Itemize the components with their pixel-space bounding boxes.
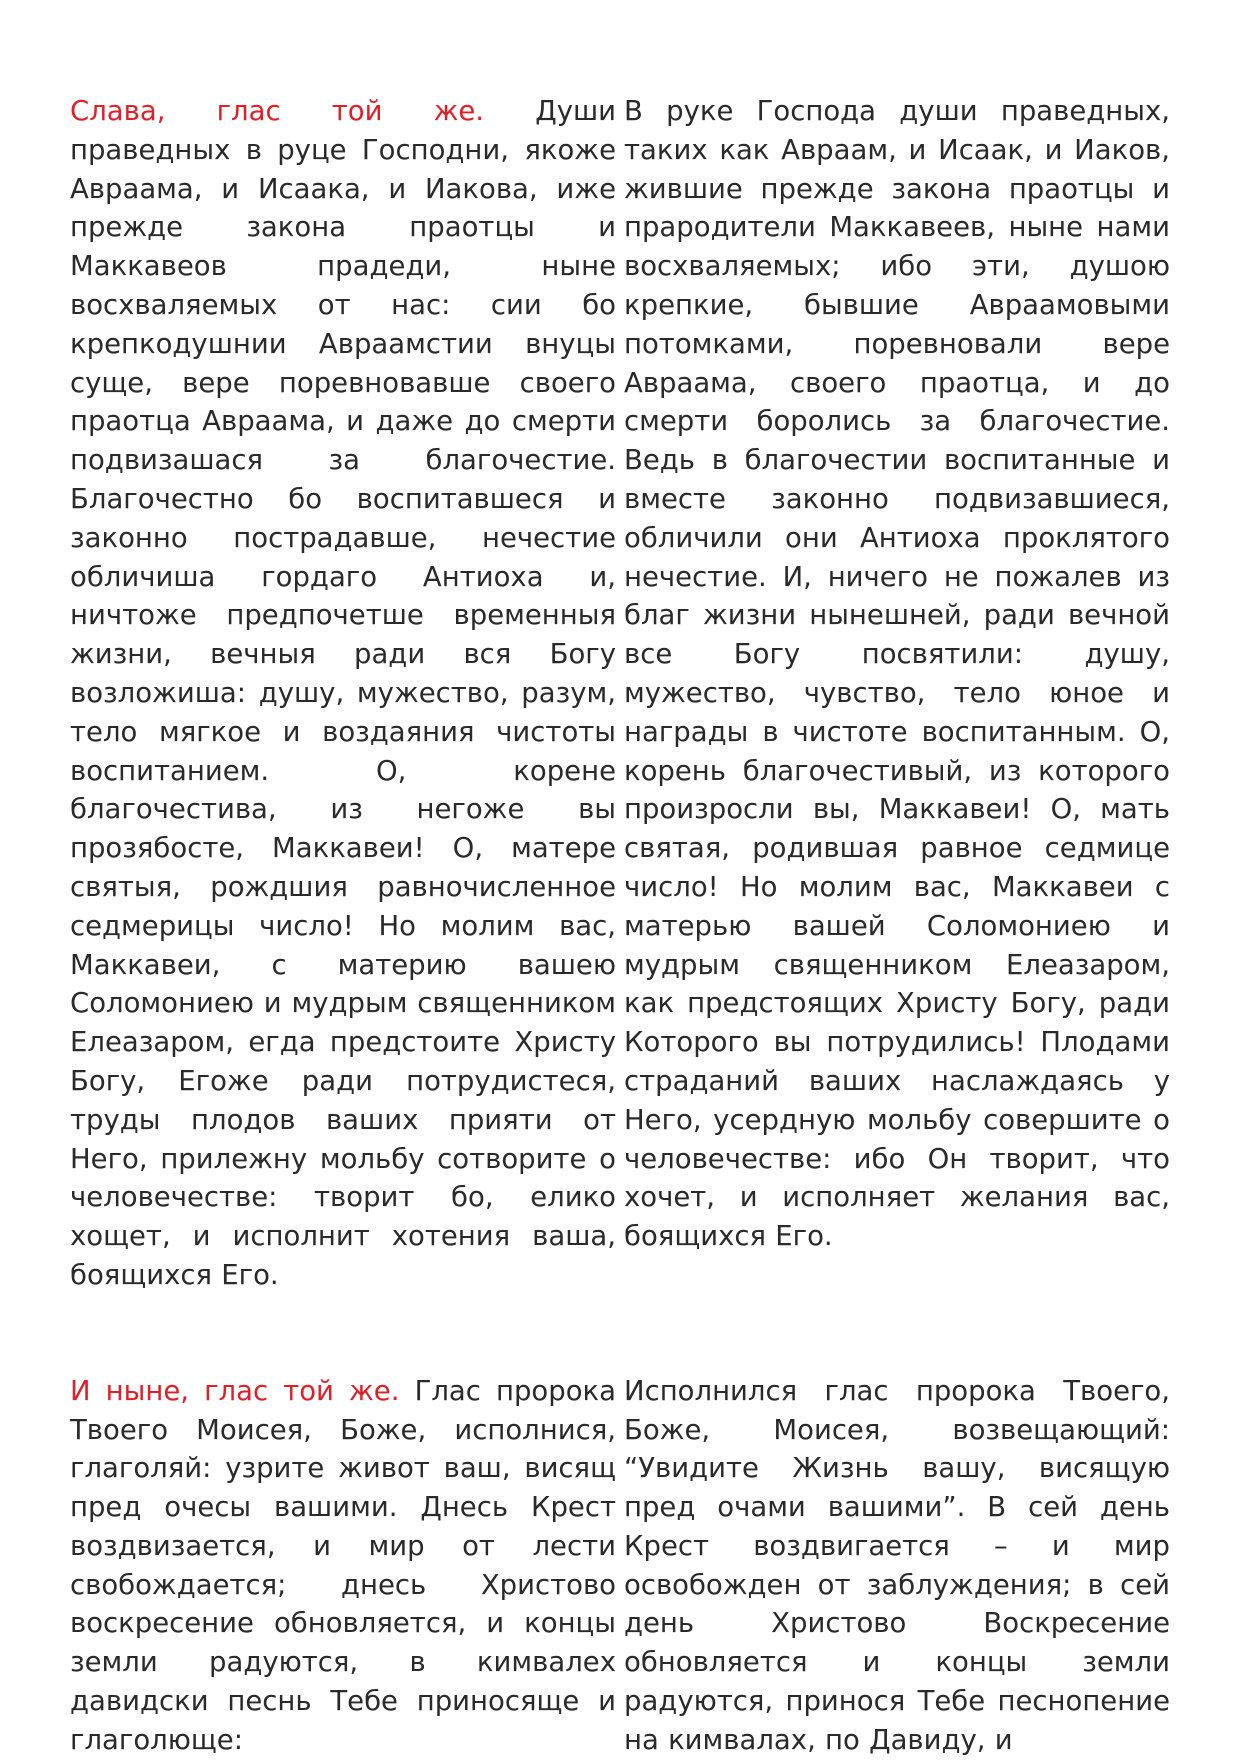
church-slavonic-column xyxy=(70,92,616,1295)
russian-translation-column xyxy=(624,92,1170,1295)
section-and-now xyxy=(70,1372,1170,1760)
russian-translation-column xyxy=(624,1372,1170,1760)
hymn-text: Души праведных в руце Господни, якоже Авраама, и Исаака, и Иакова, иже прежде закона праотцы и Маккавеов прадеди, ныне восхваляемых от нас: сии бо крепкодушнии Авраамстии внуцы суще, вере поревновавше своего праотца Авраама, и даже до смерти подвизашася за благочестие. Благочестно бо воспитавшеся и законно пострадавше, нечестие обличиша гордаго Антиоха и, ничтоже предпочетше временныя жизни, вечныя ради вся Богу возложиша: душу, мужество, разум, тело мягкое и воздаяния чистоты воспитанием. О, корене благочестива, из негоже вы прозябосте, Маккавеи! О, матере святыя, рождшия равночисленное седмерицы число! Но молим вас, Маккавеи, с материю вашею Соломониею и мудрым священником Елеазаром, егда предстоите Христу Богу, Егоже ради потрудистеся, труды плодов ваших прияти от Него, прилежну мольбу сотворите о человечестве: творит бо, елико хощет, и исполнит хотения ваша, боящихся Его. xyxy=(70,95,616,1291)
hymn-paragraph xyxy=(70,92,616,1295)
translation-paragraph: Исполнился глас пророка Твоего, Боже, Моисея, возвещающий: “Увидите Жизнь вашу, висящую пред очами вашими”. В сей день Крест воздвигается – и мир освобожден от заблуждения; в сей день Христово Воскресение обновляется и концы земли радуются, принося Тебе песнопение на кимвалах, по Давиду, и xyxy=(624,1374,1170,1756)
rubric-heading: И ныне, глас той же. xyxy=(70,1374,400,1407)
translation-paragraph: В руке Господа души праведных, таких как Авраам, и Исаак, и Иаков, жившие прежде закона праотцы и прародители Маккавеев, ныне нами восхваляемых; ибо эти, душою крепкие, бывшие Авраамовыми потомками, поревновали вере Авраама, своего праотца, и до смерти боролись за благочестие. Ведь в благочестии воспитанные и вместе законно подвизавшиеся, обличили они Антиоха проклятого нечестие. И, ничего не пожалев из благ жизни нынешней, ради вечной все Богу посвятили: душу, мужество, чувство, тело юное и награды в чистоте воспитанным. О, корень благочестивый, из которого произросли вы, Маккавеи! О, мать святая, родившая равное седмице число! Но молим вас, Маккавеи с матерью вашей Соломониею и мудрым священником Елеазаром, как предстоящих Христу Богу, ради Которого вы потрудились! Плодами страданий ваших наслаждаясь у Него, усердную мольбу совершите о человечестве: ибо Он творит, что хочет, и исполняет желания вас, боящихся Его. xyxy=(624,95,1170,1253)
section-glory xyxy=(70,92,1170,1295)
hymn-paragraph xyxy=(70,1372,616,1760)
church-slavonic-column xyxy=(70,1372,616,1760)
rubric-heading: Слава, глас той же. xyxy=(70,95,485,127)
document-page xyxy=(70,92,1170,1756)
hymn-text: Глас пророка Твоего Моисея, Боже, исполнися, глаголяй: узрите живот ваш, висящ пред очесы вашими. Днесь Крест воздвизается, и мир от лести свобождается; днесь Христово воскресение обновляется, и концы земли радуются, в кимвалех давидски песнь Тебе приносяще и глаголюще: xyxy=(70,1374,616,1756)
